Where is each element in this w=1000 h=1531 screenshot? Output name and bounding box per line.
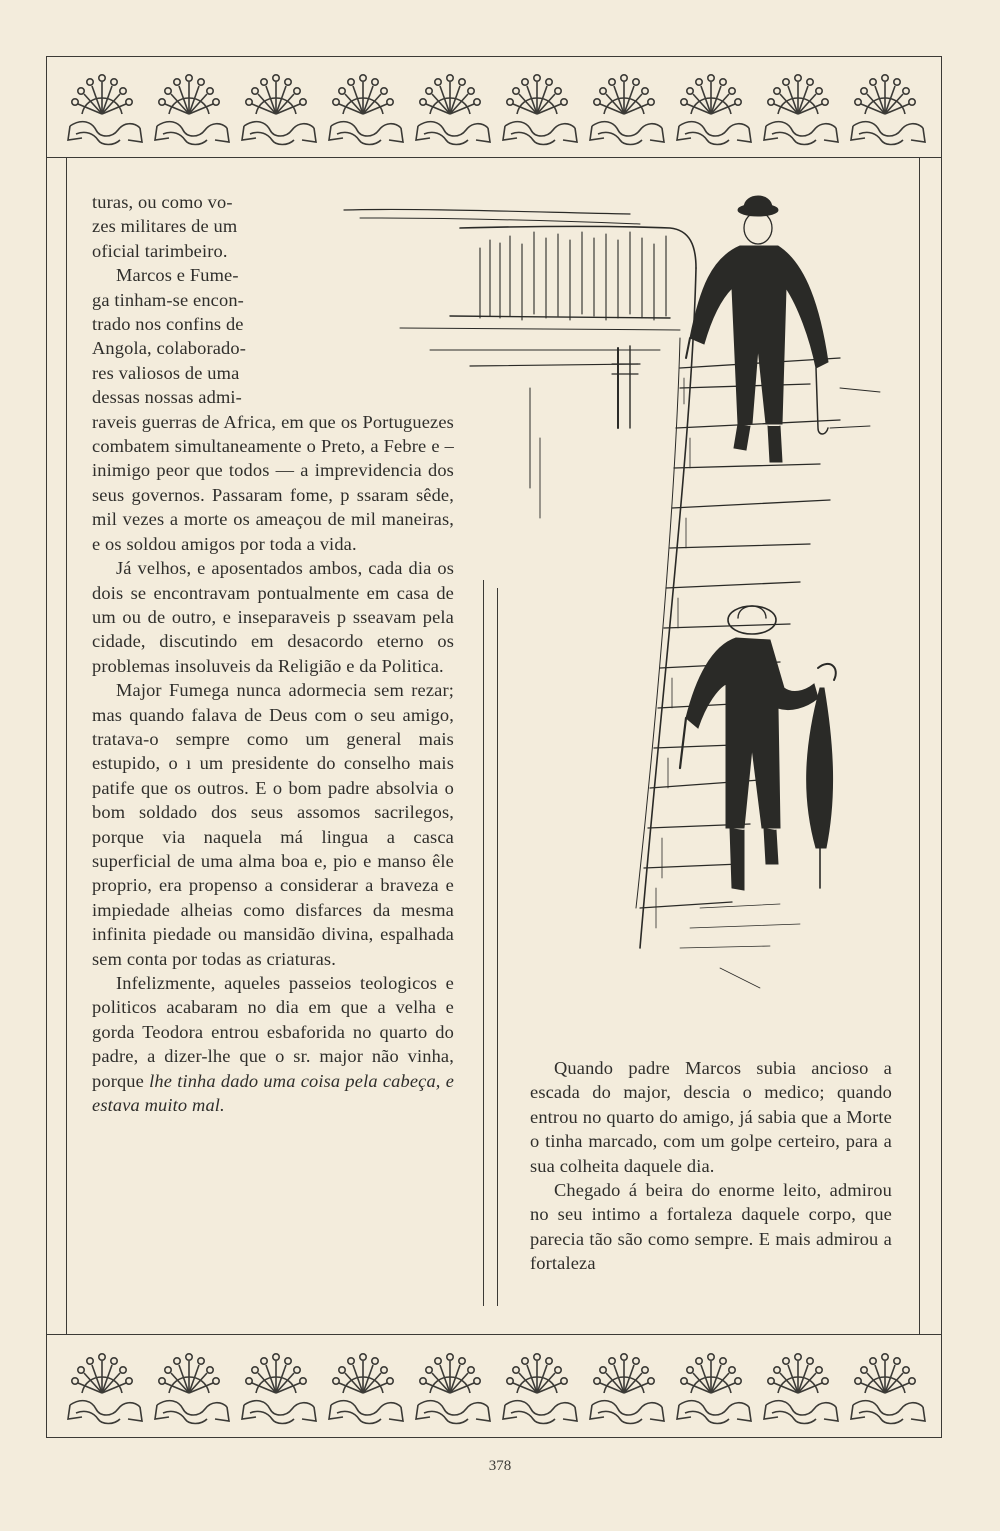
art-nouveau-flower-icon: [68, 1354, 142, 1424]
staircase-illustration: [340, 188, 900, 1018]
art-nouveau-flower-icon: [764, 1354, 838, 1424]
art-nouveau-flower-icon: [416, 75, 490, 145]
ornament-row-top: [60, 64, 930, 154]
art-nouveau-flower-icon: [764, 75, 838, 145]
top-band-rule: [46, 157, 942, 158]
text-line: Angola, colaborado-: [92, 338, 247, 359]
art-nouveau-flower-icon: [677, 75, 751, 145]
art-nouveau-flower-icon: [677, 1354, 751, 1424]
top-ornament-band: [60, 64, 930, 154]
inner-frame-right: [919, 157, 920, 1334]
art-nouveau-flower-icon: [155, 75, 229, 145]
text-line: trado nos confins de: [92, 314, 244, 335]
inner-frame-left: [66, 157, 67, 1334]
paragraph-major-fumega: Major Fumega nunca adormecia sem rezar; mas quando falava de Deus com o seu amigo, tratava-o sempre como um general mais estupido, o ı um presidente do conselho mais patife que os outros. E o bom padre absolvia o bom soldado dos seus assomos sacrilegos, porque via naquela má lingua a casca superficial de uma alma boa e, pio e manso êle proprio, era propenso a considerar a braveza e impiedade alheias como disfarces da mesma infinita piedade ou mansidão divina, espalhada sem conta por todas as criaturas.: [92, 680, 454, 969]
art-nouveau-flower-icon: [590, 75, 664, 145]
art-nouveau-flower-icon: [242, 75, 316, 145]
art-nouveau-flower-icon: [416, 1354, 490, 1424]
text-line: res valiosos de uma: [92, 362, 240, 383]
paragraph-marcos-fumega: [92, 263, 297, 409]
italic-quote: lhe tinha dado uma coisa pela cabeça, e estava muito mal.: [92, 1070, 455, 1116]
art-nouveau-flower-icon: [329, 1354, 403, 1424]
paragraph-chegado: Chegado á beira do enorme leito, admirou no seu intimo a fortaleza daquele corpo, que parecia tão são como sempre. E mais admirou a fortaleza: [530, 1180, 892, 1274]
paragraph-continued: [92, 190, 297, 263]
art-nouveau-flower-icon: [329, 75, 403, 145]
paragraph-marcos-fumega-cont: raveis guerras de Africa, em que os Portuguezes combatem simultaneamente o Preto, a Febre e – inimigo peor que todos — a imprevidencia dos seus governos. Passaram fome, p ssaram sêde, mil vezes a morte os ameaçou de mil maneiras, e os soldou amigos por toda a vida.: [92, 411, 454, 554]
paragraph-ja-velhos: Já velhos, e aposentados ambos, cada dia os dois se encontravam pontualmente em casa de um ou de outro, e inseparaveis p sseavam pela cidade, discutindo em desacordo eterno os problemas insoluveis da Religião e da Politica.: [92, 558, 454, 676]
bottom-ornament-band: [60, 1343, 930, 1433]
art-nouveau-flower-icon: [503, 75, 577, 145]
art-nouveau-flower-icon: [68, 75, 142, 145]
text-line: oficial tarimbeiro.: [92, 240, 228, 261]
ornament-row-bottom: [60, 1343, 930, 1433]
art-nouveau-flower-icon: [590, 1354, 664, 1424]
art-nouveau-flower-icon: [503, 1354, 577, 1424]
text-line: Marcos e Fume-: [116, 265, 239, 286]
art-nouveau-flower-icon: [851, 75, 925, 145]
staircase-sketch-icon: [340, 188, 900, 1018]
paragraph-quando-padre: Quando padre Marcos subia ancioso a escada do major, descia o medico; quando entrou no quarto do amigo, já sabia que a Morte o tinha marcado, com um golpe certeiro, para a sua colheita daquele dia.: [530, 1058, 892, 1176]
text-line: ga tinham-se encon-: [92, 289, 244, 310]
art-nouveau-flower-icon: [242, 1354, 316, 1424]
page-number: 378: [488, 1458, 512, 1474]
text-line: turas, ou como vo-: [92, 192, 233, 212]
text-span: Infelizmente, aqueles passeios teologicos e politicos acabaram no dia em que a velha e gorda Teodora entrou esbaforida no quarto do padre, a dizer-lhe que o sr. major não vinha, porque: [92, 973, 454, 1091]
art-nouveau-flower-icon: [851, 1354, 925, 1424]
text-line: dessas nossas admi-: [92, 387, 242, 408]
art-nouveau-flower-icon: [155, 1354, 229, 1424]
text-line: zes militares de um: [92, 216, 238, 237]
bottom-band-rule: [46, 1334, 942, 1335]
right-column: [530, 1056, 892, 1276]
